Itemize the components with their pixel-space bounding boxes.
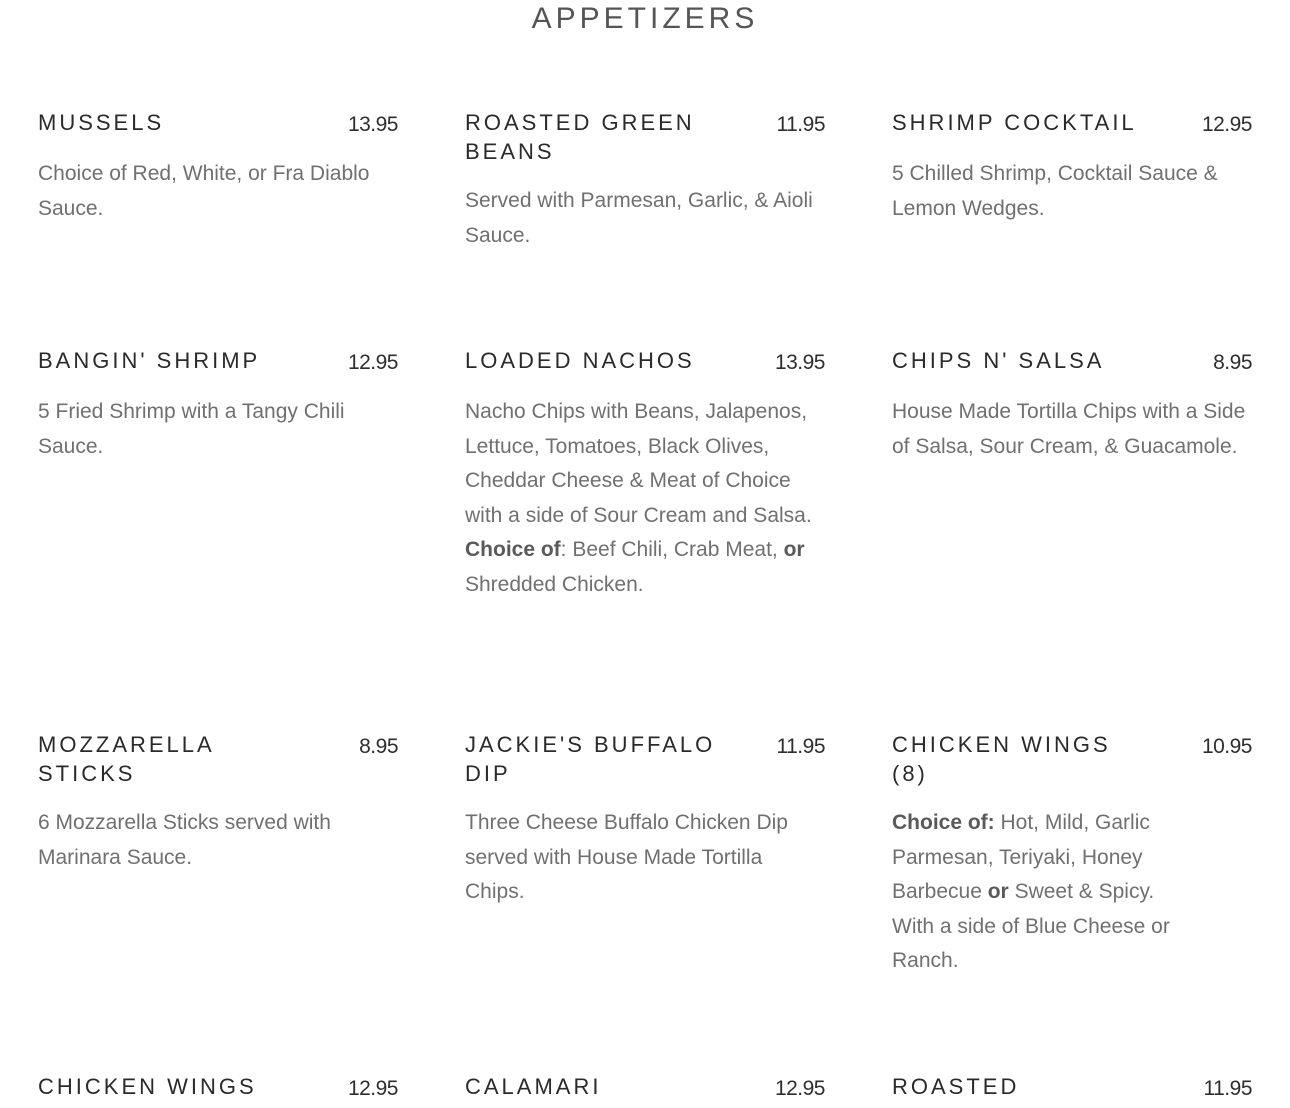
menu-item-bangin-shrimp bbox=[38, 346, 398, 464]
item-header bbox=[465, 346, 825, 375]
item-description: Choice of Red, White, or Fra Diablo Sauce. bbox=[38, 162, 370, 220]
item-price: 13.95 bbox=[774, 351, 825, 374]
item-price: 11.95 bbox=[776, 113, 825, 136]
menu-item-chicken-wings-8 bbox=[892, 730, 1252, 979]
item-description bbox=[892, 806, 1192, 979]
item-price: 12.95 bbox=[1201, 113, 1252, 136]
item-description: 5 Chilled Shrimp, Cocktail Sauce & Lemon Wedges. bbox=[892, 162, 1218, 220]
item-price: 12.95 bbox=[347, 351, 398, 374]
item-name: CHIPS N' SALSA bbox=[892, 348, 1105, 373]
menu-item-roasted-brussels bbox=[892, 1072, 1252, 1101]
item-description: House Made Tortilla Chips with a Side of Salsa, Sour Cream, & Guacamole. bbox=[892, 400, 1246, 458]
item-header bbox=[38, 1072, 398, 1101]
menu-item-jackies-buffalo-dip bbox=[465, 730, 825, 910]
choice-options: Hot, Mild, Garlic Parmesan, Teriyaki, Honey Barbecue bbox=[892, 811, 1150, 903]
menu-item-mozzarella-sticks bbox=[38, 730, 398, 875]
or-label: or bbox=[783, 538, 805, 561]
menu-item-chicken-wings bbox=[38, 1072, 398, 1101]
item-description: 6 Mozzarella Sticks served with Marinara Sauce. bbox=[38, 811, 331, 869]
item-price: 8.95 bbox=[1213, 351, 1252, 374]
item-name: ROASTED GREEN BEANS bbox=[465, 110, 695, 164]
item-price: 11.95 bbox=[776, 735, 825, 758]
or-label: or bbox=[987, 880, 1009, 903]
menu-item-calamari bbox=[465, 1072, 825, 1101]
item-header bbox=[892, 346, 1252, 375]
choice-options-tail: Shredded Chicken. bbox=[465, 572, 644, 596]
item-name: CHICKEN WINGS bbox=[38, 1074, 257, 1099]
menu-item-chips-n-salsa bbox=[892, 346, 1252, 464]
item-description: 5 Fried Shrimp with a Tangy Chili Sauce. bbox=[38, 400, 345, 458]
item-name: MUSSELS bbox=[38, 110, 165, 135]
item-header bbox=[465, 730, 825, 788]
item-description: Served with Parmesan, Garlic, & Aioli Sauce. bbox=[465, 189, 813, 247]
choice-of-label: Choice of: bbox=[892, 811, 995, 834]
item-price: 8.95 bbox=[359, 735, 398, 758]
menu-item-mussels bbox=[38, 108, 398, 226]
item-header bbox=[892, 108, 1252, 137]
item-description-text: Nacho Chips with Beans, Jalapenos, Lettuce, Tomatoes, Black Olives, Cheddar Cheese & Meat of Choice with a side of Sour Cream and Salsa. bbox=[465, 400, 812, 527]
item-header bbox=[892, 730, 1252, 788]
item-header bbox=[465, 1072, 825, 1101]
item-name: JACKIE'S BUFFALO DIP bbox=[465, 732, 716, 786]
item-price: 10.95 bbox=[1201, 735, 1252, 758]
choice-options-tail: Sweet & Spicy. With a side of Blue Cheese or Ranch. bbox=[892, 880, 1170, 972]
item-price: 12.95 bbox=[774, 1077, 825, 1100]
choice-options: : Beef Chili, Crab Meat, bbox=[560, 538, 784, 561]
item-name: CALAMARI bbox=[465, 1074, 602, 1099]
item-header bbox=[38, 108, 398, 137]
section-title: APPETIZERS bbox=[531, 2, 759, 35]
menu-item-shrimp-cocktail bbox=[892, 108, 1252, 226]
item-price: 11.95 bbox=[1203, 1077, 1252, 1100]
item-name: BANGIN' SHRIMP bbox=[38, 348, 261, 373]
item-name: CHICKEN WINGS (8) bbox=[892, 732, 1111, 786]
item-header bbox=[892, 1072, 1252, 1101]
item-header bbox=[38, 346, 398, 375]
menu-item-roasted-green-beans bbox=[465, 108, 825, 253]
choice-of-label: Choice of bbox=[465, 538, 561, 561]
item-price: 13.95 bbox=[347, 113, 398, 136]
item-name: SHRIMP COCKTAIL bbox=[892, 110, 1137, 135]
item-name: LOADED NACHOS bbox=[465, 348, 695, 373]
item-header bbox=[38, 730, 398, 788]
item-name: ROASTED bbox=[892, 1074, 1020, 1099]
menu-item-loaded-nachos bbox=[465, 346, 825, 602]
item-header bbox=[465, 108, 825, 166]
item-name: MOZZARELLA STICKS bbox=[38, 732, 214, 786]
item-description: Three Cheese Buffalo Chicken Dip served with House Made Tortilla Chips. bbox=[465, 811, 788, 903]
item-price: 12.95 bbox=[347, 1077, 398, 1100]
item-description bbox=[465, 395, 825, 602]
